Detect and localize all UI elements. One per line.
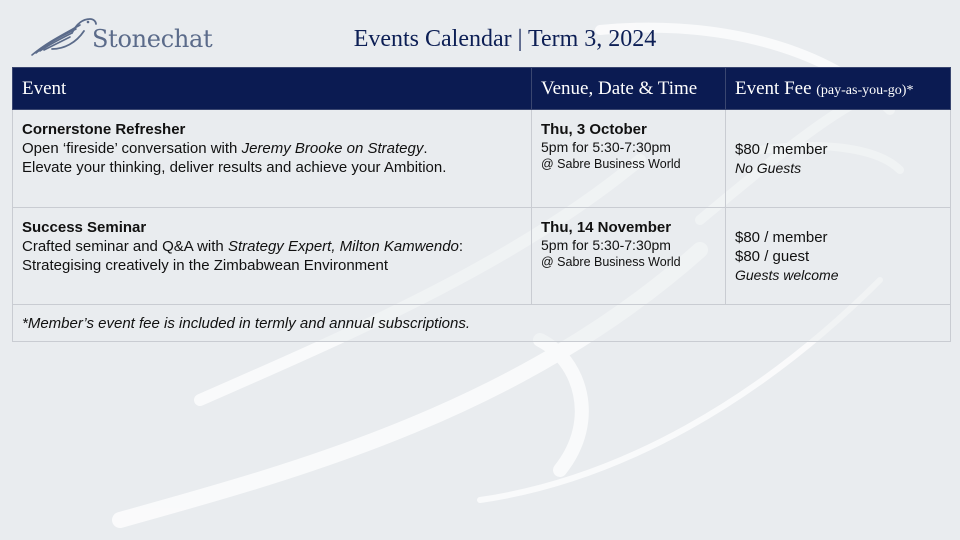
- fee-member: $80 / member: [735, 229, 828, 246]
- event-time: 5pm for 5:30-7:30pm: [541, 139, 671, 155]
- event-description: [22, 139, 522, 158]
- fee-header-main: Event Fee: [735, 77, 812, 99]
- column-header-fee: [726, 68, 951, 110]
- events-table: [12, 67, 951, 342]
- footnote-row: [13, 305, 951, 342]
- table-row: [13, 110, 951, 208]
- event-cell: [13, 110, 532, 208]
- event-venue: @ Sabre Business World: [541, 157, 681, 171]
- fee-guest: $80 / guest: [735, 248, 810, 265]
- venue-cell: [532, 208, 726, 305]
- event-title: Success Seminar: [22, 219, 147, 236]
- footnote: *Member’s event fee is included in termly and annual subscriptions.: [13, 305, 951, 342]
- page-title: Events Calendar | Term 3, 2024: [353, 26, 657, 52]
- event-date: Thu, 3 October: [541, 121, 647, 138]
- column-header-event: Event: [13, 68, 532, 110]
- event-time: 5pm for 5:30-7:30pm: [541, 237, 671, 253]
- event-date: Thu, 14 November: [541, 219, 672, 236]
- table-row: [13, 208, 951, 305]
- brand-name: Stonechat: [92, 25, 213, 53]
- column-header-venue: Venue, Date & Time: [532, 68, 726, 110]
- description-text: Crafted seminar and Q&A with: [22, 238, 228, 255]
- description-punct: .: [423, 140, 428, 157]
- description-text: Open ‘fireside’ conversation with: [22, 140, 242, 157]
- event-description: [22, 237, 522, 256]
- speaker-highlight: Jeremy Brooke on Strategy: [241, 140, 424, 157]
- venue-cell: [532, 110, 726, 208]
- table-header-row: [13, 68, 951, 110]
- fee-header-note: (pay-as-you-go)*: [816, 82, 914, 98]
- speaker-highlight: Strategy Expert, Milton Kamwendo: [227, 238, 459, 255]
- guest-policy: Guests welcome: [735, 267, 839, 283]
- event-title: Cornerstone Refresher: [22, 121, 186, 138]
- event-venue: @ Sabre Business World: [541, 255, 681, 269]
- description-punct: :: [458, 238, 464, 255]
- event-description-line2: Strategising creatively in the Zimbabwean Environment: [22, 257, 389, 274]
- guest-policy: No Guests: [735, 160, 802, 176]
- fee-cell: [726, 208, 951, 305]
- fee-member: $80 / member: [735, 141, 828, 158]
- event-description-line2: Elevate your thinking, deliver results and achieve your Ambition.: [22, 159, 447, 176]
- fee-cell: [726, 110, 951, 208]
- event-cell: [13, 208, 532, 305]
